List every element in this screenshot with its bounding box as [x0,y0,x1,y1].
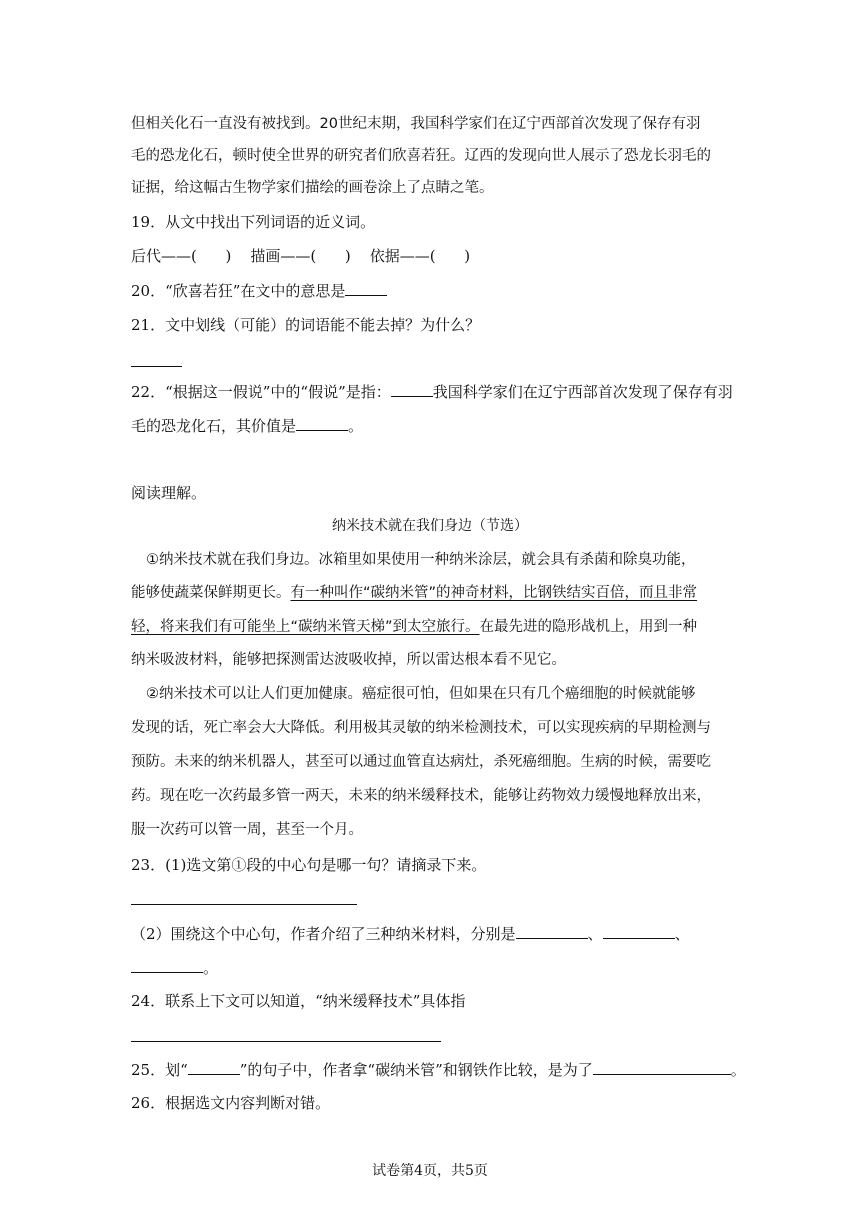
question-25-text: 25．划“ [131,1061,188,1079]
question-22-line1 [131,382,733,402]
article-line: 服一次药可以管一周，甚至一个月。 [131,822,363,838]
answer-blank[interactable] [391,382,433,397]
answer-blank[interactable] [593,1060,731,1075]
question-23-end: 。 [203,959,219,977]
answer-line[interactable] [131,366,182,367]
question-24: 24．联系上下文可以知道，“纳米缓释技术”具体指 [131,992,466,1010]
passage-line: 证据，给这幅古生物学家们描绘的画卷涂上了点睛之笔。 [131,180,494,196]
answer-blank[interactable] [516,924,588,939]
answer-blank[interactable] [296,416,348,431]
underlined-sentence: 有一种叫作“碳纳米管”的神奇材料，比钢铁结实百倍，而且非常 [290,585,698,601]
article-line: 预防。未来的纳米机器人，甚至可以通过血管直达病灶，杀死癌细胞。生病的时候，需要吃 [131,754,711,770]
question-25 [131,1060,746,1080]
answer-line[interactable] [131,904,357,905]
article-text: 能够使蔬菜保鲜期更长。 [131,585,291,601]
answer-blank[interactable] [345,281,387,296]
question-25-text: ”的句子中，作者拿“碳纳米管”和钢铁作比较，是为了 [239,1061,593,1079]
question-23-part2-cont [131,958,218,978]
article-title: 纳米技术就在我们身边（节选） [332,518,528,534]
question-26: 26．根据选文内容判断对错。 [131,1094,331,1112]
question-22-text: 22．“根据这一假说”中的“假说”是指： [131,383,391,401]
underlined-sentence: 轻，将来我们有可能坐上“碳纳米管天梯”到太空旅行。 [131,619,480,635]
article-line [131,583,697,603]
question-25-text: 。 [730,1061,746,1079]
question-19-pairs: 后代——( ) 描画——( ) 依据——( ) [131,247,471,265]
answer-blank[interactable] [131,958,203,973]
question-20 [131,281,387,301]
question-23-part2 [131,924,690,944]
question-22-text: 毛的恐龙化石，其价值是 [131,417,297,435]
article-line: 药。现在吃一次药最多管一两天，未来的纳米缓释技术，能够让药物效力缓慢地释放出来， [131,788,711,804]
article-line: ①纳米技术就在我们身边。冰箱里如果使用一种纳米涂层，就会具有杀菌和除臭功能， [146,552,696,568]
answer-blank[interactable] [603,924,675,939]
article-text: 在最先进的隐形战机上，用到一种 [479,619,698,635]
separator: 、 [674,925,690,943]
page-footer: 试卷第4页，共5页 [372,1163,488,1179]
question-20-text: 20．“欣喜若狂”在文中的意思是 [131,282,346,300]
section-label: 阅读理解。 [131,484,207,502]
question-21: 21．文中划线（可能）的词语能不能去掉？为什么？ [131,316,481,334]
passage-line: 毛的恐龙化石，顿时使全世界的研究者们欣喜若狂。辽西的发现向世人展示了恐龙长羽毛的 [131,148,711,164]
article-line [131,617,697,637]
question-22-text: 我国科学家们在辽宁西部首次发现了保存有羽 [432,383,733,401]
question-23-part1: 23．(1)选文第①段的中心句是哪一句？请摘录下来。 [131,856,487,874]
article-line: 纳米吸波材料，能够把探测雷达波吸收掉，所以雷达根本看不见它。 [131,652,566,668]
question-19: 19．从文中找出下列词语的近义词。 [131,213,376,231]
separator: 、 [587,925,603,943]
article-line: 发现的话，死亡率会大大降低。利用极其灵敏的纳米检测技术，可以实现疾病的早期检测与 [131,720,711,736]
answer-blank[interactable] [188,1060,240,1075]
passage-line: 但相关化石一直没有被找到。20世纪末期，我国科学家们在辽宁西部首次发现了保存有羽 [131,116,701,132]
question-23-text: （2）围绕这个中心句，作者介绍了三种纳米材料，分别是 [131,925,516,943]
question-22-line2 [131,416,363,436]
answer-line[interactable] [131,1041,441,1042]
article-line: ②纳米技术可以让人们更加健康。癌症很可怕，但如果在只有几个癌细胞的时候就能够 [146,686,696,702]
question-22-text: 。 [348,417,364,435]
